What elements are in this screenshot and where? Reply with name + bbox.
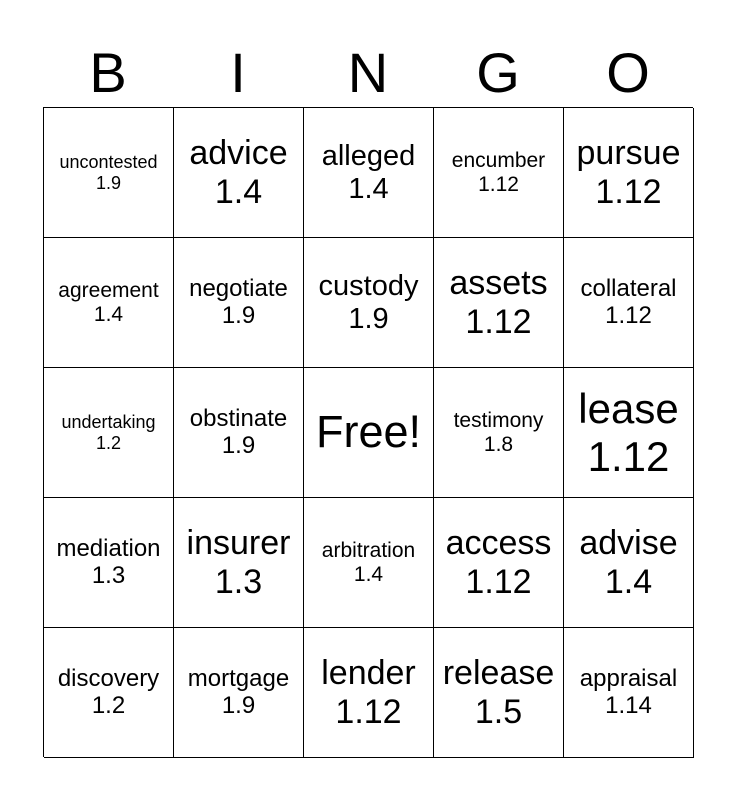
cell-word: testimony bbox=[453, 408, 544, 432]
cell-lesson-number: 1.12 bbox=[605, 301, 652, 329]
cell-lesson-number: 1.12 bbox=[478, 172, 519, 196]
cell-lesson-number: 1.4 bbox=[604, 562, 653, 601]
cell-lesson-number: 1.4 bbox=[353, 562, 384, 586]
cell-word: insurer bbox=[186, 524, 291, 563]
cell-word: advice bbox=[189, 134, 288, 173]
bingo-cell[interactable] bbox=[174, 368, 304, 498]
cell-lesson-number: 1.12 bbox=[465, 562, 532, 601]
cell-lesson-number: 1.14 bbox=[605, 691, 652, 719]
bingo-cell[interactable] bbox=[304, 108, 434, 238]
bingo-cell[interactable] bbox=[564, 238, 694, 368]
bingo-cell[interactable] bbox=[434, 108, 564, 238]
bingo-cell[interactable] bbox=[44, 498, 174, 628]
cell-word: lender bbox=[321, 654, 416, 693]
cell-lesson-number: 1.12 bbox=[595, 172, 662, 211]
bingo-cell[interactable] bbox=[434, 498, 564, 628]
cell-word: assets bbox=[449, 264, 548, 303]
bingo-cell[interactable] bbox=[564, 108, 694, 238]
cell-lesson-number: 1.12 bbox=[587, 432, 670, 480]
header-letter-g: G bbox=[476, 41, 520, 104]
bingo-cell[interactable] bbox=[174, 498, 304, 628]
cell-lesson-number: 1.9 bbox=[221, 691, 256, 719]
cell-lesson-number: 1.9 bbox=[221, 431, 256, 459]
cell-lesson-number: 1.5 bbox=[474, 692, 523, 731]
cell-word: uncontested bbox=[59, 152, 158, 173]
cell-word: custody bbox=[318, 270, 419, 303]
header-letter-b: B bbox=[89, 41, 127, 104]
bingo-cell[interactable] bbox=[44, 108, 174, 238]
bingo-header bbox=[43, 40, 693, 106]
bingo-cell[interactable] bbox=[564, 498, 694, 628]
cell-word: collateral bbox=[580, 274, 677, 302]
bingo-cell[interactable] bbox=[174, 108, 304, 238]
cell-word: encumber bbox=[451, 148, 546, 172]
bingo-cell[interactable] bbox=[44, 368, 174, 498]
bingo-cell[interactable] bbox=[44, 238, 174, 368]
cell-lesson-number: 1.2 bbox=[95, 432, 122, 453]
bingo-cell[interactable] bbox=[434, 628, 564, 758]
cell-lesson-number: 1.2 bbox=[91, 691, 126, 719]
cell-lesson-number: 1.9 bbox=[95, 172, 122, 193]
cell-lesson-number: 1.3 bbox=[91, 561, 126, 589]
cell-word: pursue bbox=[576, 134, 681, 173]
cell-word: mortgage bbox=[187, 664, 290, 692]
bingo-cell[interactable] bbox=[174, 628, 304, 758]
cell-word: appraisal bbox=[579, 664, 678, 692]
bingo-cell[interactable] bbox=[434, 368, 564, 498]
header-letter-o: O bbox=[606, 41, 650, 104]
bingo-cell-free[interactable] bbox=[304, 368, 434, 498]
bingo-cell[interactable] bbox=[564, 368, 694, 498]
cell-lesson-number: 1.4 bbox=[348, 172, 389, 205]
cell-word: lease bbox=[578, 385, 679, 433]
cell-word: arbitration bbox=[321, 538, 416, 562]
bingo-cell[interactable] bbox=[564, 628, 694, 758]
cell-word: obstinate bbox=[189, 404, 288, 432]
cell-lesson-number: 1.8 bbox=[483, 432, 514, 456]
cell-word: advise bbox=[579, 524, 678, 563]
header-letter-n: N bbox=[347, 41, 389, 104]
header-letter-i: I bbox=[230, 41, 246, 104]
cell-word: agreement bbox=[58, 278, 159, 302]
free-space-label: Free! bbox=[315, 406, 422, 458]
cell-lesson-number: 1.12 bbox=[465, 302, 532, 341]
cell-lesson-number: 1.9 bbox=[348, 302, 389, 335]
cell-lesson-number: 1.3 bbox=[214, 562, 263, 601]
bingo-cell[interactable] bbox=[304, 498, 434, 628]
cell-word: negotiate bbox=[189, 274, 288, 302]
cell-word: discovery bbox=[57, 664, 160, 692]
bingo-cell[interactable] bbox=[44, 628, 174, 758]
cell-word: mediation bbox=[56, 534, 161, 562]
bingo-cell[interactable] bbox=[434, 238, 564, 368]
bingo-cell[interactable] bbox=[304, 238, 434, 368]
cell-word: release bbox=[442, 654, 555, 693]
cell-word: access bbox=[445, 524, 552, 563]
cell-lesson-number: 1.4 bbox=[93, 302, 124, 326]
bingo-board bbox=[43, 107, 693, 757]
cell-word: undertaking bbox=[61, 412, 156, 433]
bingo-cell[interactable] bbox=[174, 238, 304, 368]
cell-lesson-number: 1.9 bbox=[221, 301, 256, 329]
cell-lesson-number: 1.12 bbox=[335, 692, 402, 731]
bingo-cell[interactable] bbox=[304, 628, 434, 758]
cell-lesson-number: 1.4 bbox=[214, 172, 263, 211]
cell-word: alleged bbox=[321, 140, 416, 173]
